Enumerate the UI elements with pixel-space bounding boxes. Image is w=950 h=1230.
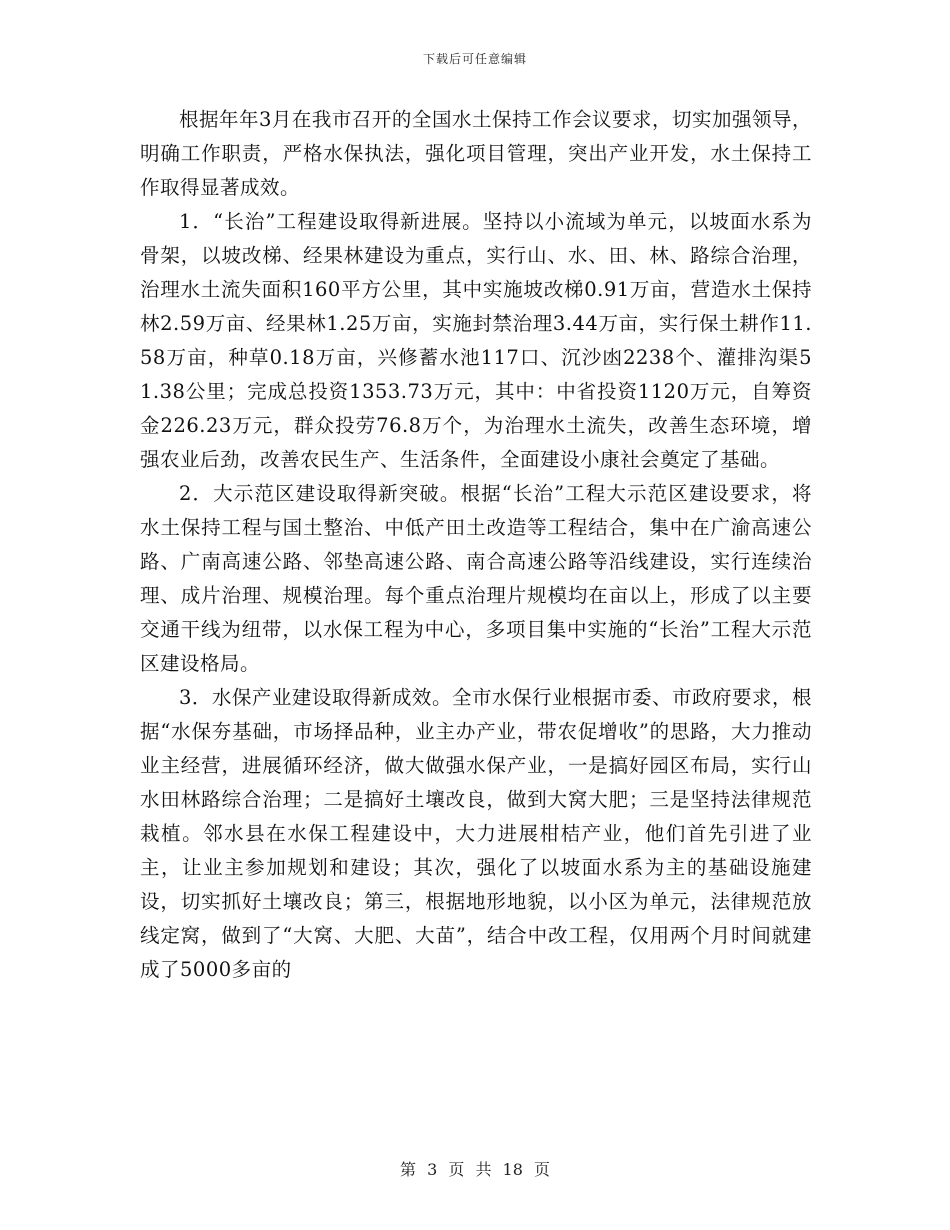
paragraph-item-3: 3．水保产业建设取得新成效。全市水保行业根据市委、市政府要求，根据“水保夯基础，市场择品种，业主办产业，带农促增收”的思路，大力推动业主经营，进展循环经济，做大做强水保产业，一是搞好园区布局，实行山水田林路综合治理；二是搞好土壤改良，做到大窝大肥；三是坚持法律规范栽植。邻水县在水保工程建设中，大力进展柑桔产业，他们首先引进了业主，让业主参加规划和建设；其次，强化了以坡面水系为主的基础设施建设，切实抓好土壤改良；第三，根据地形地貌，以小区为单元，法律规范放线定窝，做到了“大窝、大肥、大苗”，结合中改工程，仅用两个月时间就建成了5000多亩的 (140, 686, 812, 981)
page-number-footer: 第 3 页 共 18 页 (400, 1160, 550, 1179)
paragraph-item-1: 1．“长治”工程建设取得新进展。坚持以小流域为单元，以坡面水系为骨架，以坡改梯、经果林建设为重点，实行山、水、田、林、路综合治理，治理水土流失面积160平方公里，其中实施坡改梯0.91万亩，营造水土保持林2.59万亩、经果林1.25万亩，实施封禁治理3.44万亩，实行保土耕作11.58万亩，种草0.18万亩，兴修蓄水池117口、沉沙凼2238个、灌排沟渠51.38公里；完成总投资1353.73万元，其中：中省投资1120万元，自筹资金226.23万元，群众投劳76.8万个，为治理水土流失，改善生态环境，增强农业后劲，改善农民生产、生活条件，全面建设小康社会奠定了基础。 (140, 210, 812, 471)
paragraph-item-2: 2．大示范区建设取得新突破。根据“长治”工程大示范区建设要求，将水土保持工程与国土整治、中低产田土改造等工程结合，集中在广渝高速公路、广南高速公路、邻垫高速公路、南合高速公路等沿线建设，实行连续治理、成片治理、规模治理。每个重点治理片规模均在亩以上，形成了以主要交通干线为纽带，以水保工程为中心，多项目集中实施的“长治”工程大示范区建设格局。 (140, 482, 812, 675)
paragraph-intro: 根据年年3月在我市召开的全国水土保持工作会议要求，切实加强领导，明确工作职责，严格水保执法，强化项目管理，突出产业开发，水土保持工作取得显著成效。 (140, 108, 812, 199)
document-body (140, 103, 812, 987)
page-header: 下载后可任意编辑 (422, 52, 527, 66)
